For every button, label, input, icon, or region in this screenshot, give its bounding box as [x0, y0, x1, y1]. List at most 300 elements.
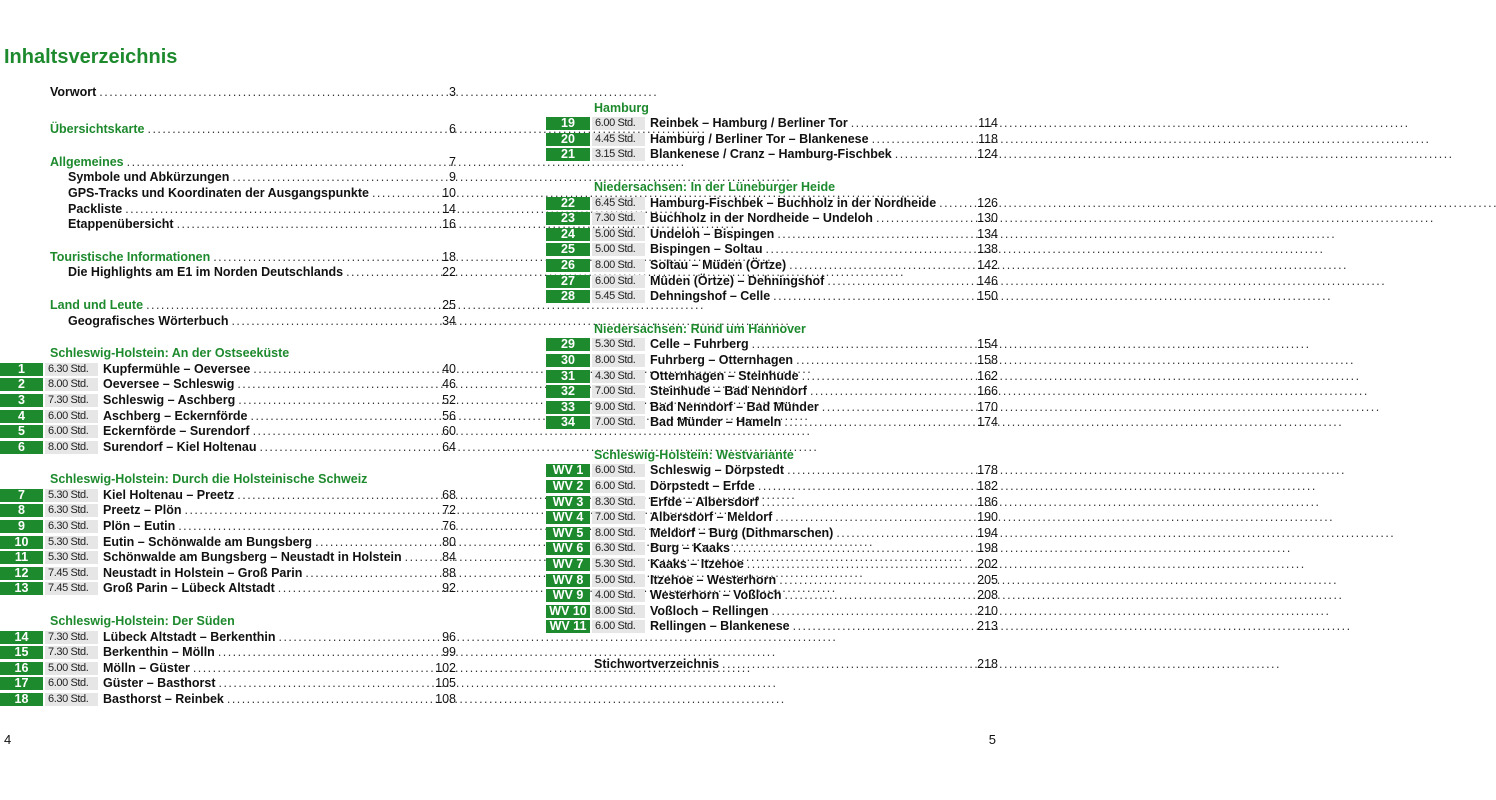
stage-row[interactable] — [0, 392, 456, 408]
dot-leader — [278, 581, 439, 596]
stage-page: 166 — [977, 384, 998, 399]
stage-row[interactable] — [546, 588, 998, 604]
stage-row[interactable] — [546, 478, 998, 494]
stage-route: Rellingen – Blankenese — [650, 619, 790, 634]
stage-number-badge: 2 — [0, 378, 43, 391]
dot-leader — [872, 132, 975, 147]
dot-leader — [146, 298, 439, 313]
stage-route: Eckernförde – Surendorf — [103, 424, 250, 439]
stage-route: Dörpstedt – Erfde — [650, 479, 755, 494]
stage-row[interactable] — [546, 242, 998, 258]
section-heading-label: Niedersachsen: Rund um Hannover — [594, 321, 806, 336]
stage-page: 213 — [977, 619, 998, 634]
stage-duration: 6.00 Std. — [592, 275, 645, 288]
stage-page: 205 — [977, 572, 998, 587]
stage-number-badge: 34 — [546, 416, 590, 429]
stage-duration: 3.15 Std. — [592, 148, 645, 161]
stage-number-badge: 29 — [546, 338, 590, 351]
dot-leader — [851, 116, 975, 131]
section-heading-label: Schleswig-Holstein: An der Ostseeküste — [50, 346, 290, 361]
stage-row[interactable] — [546, 619, 998, 635]
dot-leader — [253, 424, 440, 439]
stage-page: 46 — [442, 377, 456, 392]
toc-entry-label: Übersichtskarte — [50, 122, 145, 137]
stage-page: 182 — [977, 479, 998, 494]
section-heading-label: Schleswig-Holstein: Der Süden — [50, 614, 235, 629]
stage-number-badge: WV 3 — [546, 496, 590, 509]
section-spacer — [0, 137, 456, 154]
stage-route: Soltau – Müden (Örtze) — [650, 257, 787, 272]
stage-duration: 8.00 Std. — [45, 378, 98, 391]
stage-row[interactable] — [0, 691, 456, 707]
stage-row[interactable] — [546, 494, 998, 510]
dot-leader — [802, 369, 975, 384]
stage-page: 208 — [977, 588, 998, 603]
stage-row[interactable] — [546, 337, 998, 353]
dot-leader — [346, 265, 439, 280]
section-heading-label: Schleswig-Holstein: Westvariante — [594, 447, 794, 462]
dot-leader — [279, 630, 440, 645]
stage-number-badge: 24 — [546, 228, 590, 241]
stage-number-badge: 8 — [0, 504, 43, 517]
toc-entry-page: 14 — [442, 201, 456, 216]
stage-duration: 5.30 Std. — [592, 338, 645, 351]
stage-row[interactable] — [546, 525, 998, 541]
stage-route: Aschberg – Eckernförde — [103, 408, 248, 423]
toc-entry-page: 25 — [442, 297, 456, 312]
stage-duration: 4.45 Std. — [592, 133, 645, 146]
stage-row[interactable] — [0, 581, 456, 597]
dot-leader — [405, 550, 439, 565]
stage-number-badge: 7 — [0, 489, 43, 502]
toc-entry-label: GPS-Tracks und Koordinaten der Ausgangspunkte — [68, 185, 369, 200]
stage-number-badge: 16 — [0, 662, 43, 675]
dot-leader — [219, 676, 433, 691]
toc-entry-label: Etappenübersicht — [68, 217, 174, 232]
dot-leader — [238, 393, 439, 408]
stage-duration: 7.00 Std. — [592, 385, 645, 398]
stage-row[interactable] — [546, 463, 998, 479]
stage-row[interactable] — [0, 645, 456, 661]
section-spacer — [0, 329, 456, 346]
section-spacer — [546, 430, 998, 447]
stage-route: Lübeck Altstadt – Berkenthin — [103, 629, 276, 644]
dot-leader — [148, 122, 447, 137]
toc-entry-page: 9 — [449, 170, 456, 185]
stage-page: 92 — [442, 581, 456, 596]
stage-row[interactable] — [0, 503, 456, 519]
dot-leader — [260, 440, 440, 455]
section-heading — [0, 472, 456, 488]
stage-route: Plön – Eutin — [103, 519, 176, 534]
toc-entry-page: 10 — [442, 185, 456, 200]
left-page-number: 4 — [4, 732, 12, 747]
stage-page: 198 — [977, 541, 998, 556]
toc-entry-label: Touristische Informationen — [50, 249, 211, 264]
stage-page: 154 — [977, 337, 998, 352]
stage-route: Bad Münder – Hameln — [650, 415, 782, 430]
toc-entry[interactable] — [0, 297, 456, 313]
section-heading — [546, 100, 998, 116]
stage-page: 68 — [442, 487, 456, 502]
dot-leader — [827, 274, 974, 289]
stage-duration: 6.30 Std. — [45, 504, 98, 517]
stage-page: 126 — [977, 195, 998, 210]
stage-number-badge: 9 — [0, 520, 43, 533]
stage-route: Berkenthin – Mölln — [103, 645, 215, 660]
toc-entry-label: Packliste — [68, 201, 123, 216]
stage-page: 124 — [977, 147, 998, 162]
stage-route: Burg – Kaaks — [650, 541, 730, 556]
stage-duration: 9.00 Std. — [592, 401, 645, 414]
stage-duration: 6.00 Std. — [45, 677, 98, 690]
stage-route: Mölln – Güster — [103, 660, 190, 675]
stage-page: 114 — [978, 116, 998, 131]
stage-number-badge: 28 — [546, 290, 590, 303]
stage-number-badge: 25 — [546, 243, 590, 256]
stage-row[interactable] — [0, 534, 456, 550]
stage-duration: 6.00 Std. — [45, 410, 98, 423]
toc-entry[interactable] — [0, 185, 456, 201]
stage-row[interactable] — [546, 603, 998, 619]
toc-entry[interactable] — [0, 154, 456, 170]
stage-duration: 5.45 Std. — [592, 290, 645, 303]
stage-page: 194 — [977, 525, 998, 540]
stage-number-badge: 13 — [0, 582, 43, 595]
stage-row[interactable] — [546, 131, 998, 147]
stage-page: 150 — [977, 289, 998, 304]
stage-row[interactable] — [546, 368, 998, 384]
stage-row[interactable] — [0, 518, 456, 534]
stage-duration: 6.00 Std. — [592, 464, 645, 477]
stage-duration: 6.30 Std. — [45, 520, 98, 533]
stage-row[interactable] — [0, 629, 456, 645]
stage-page: 178 — [977, 463, 998, 478]
toc-entry[interactable] — [0, 217, 456, 233]
stage-number-badge: 30 — [546, 354, 590, 367]
toc-entry-page: 7 — [449, 154, 456, 169]
stage-number-badge: 32 — [546, 385, 590, 398]
stage-duration: 5.00 Std. — [592, 243, 645, 256]
stage-page: 142 — [977, 257, 998, 272]
stage-route: Güster – Basthorst — [103, 676, 216, 691]
section-heading-label: Schleswig-Holstein: Durch die Holsteinische Schweiz — [50, 472, 368, 487]
stage-number-badge: WV 4 — [546, 511, 590, 524]
stage-number-badge: 19 — [546, 117, 590, 130]
stage-page: 162 — [977, 368, 998, 383]
stage-row[interactable] — [0, 424, 456, 440]
toc-entry-label: Vorwort — [50, 84, 97, 99]
stage-row[interactable] — [546, 399, 998, 415]
stage-route: Kaaks – Itzehoe — [650, 557, 744, 572]
stage-duration: 6.00 Std. — [592, 117, 645, 130]
stage-number-badge: 4 — [0, 410, 43, 423]
stage-row[interactable] — [0, 377, 456, 393]
toc-entry-page: 6 — [449, 122, 456, 137]
stage-duration: 5.30 Std. — [45, 489, 98, 502]
dot-leader — [836, 526, 974, 541]
stage-row[interactable] — [0, 676, 456, 692]
stage-number-badge: 11 — [0, 551, 43, 564]
stage-page: 88 — [442, 565, 456, 580]
dot-leader — [939, 196, 974, 211]
stage-route: Kupfermühle – Oeversee — [103, 361, 251, 376]
stage-duration: 7.00 Std. — [592, 416, 645, 429]
stage-row[interactable] — [546, 195, 998, 211]
dot-leader — [895, 147, 974, 162]
stage-number-badge: WV 2 — [546, 480, 590, 493]
section-spacer — [0, 280, 456, 297]
stage-number-badge: WV 1 — [546, 464, 590, 477]
stage-page: 130 — [977, 211, 998, 226]
stage-number-badge: 1 — [0, 363, 43, 376]
stage-duration: 8.30 Std. — [592, 496, 645, 509]
stage-duration: 7.30 Std. — [45, 646, 98, 659]
stage-duration: 7.45 Std. — [45, 582, 98, 595]
stage-number-badge: WV 8 — [546, 574, 590, 587]
stage-duration: 5.00 Std. — [592, 574, 645, 587]
stage-page: 64 — [442, 439, 456, 454]
stage-duration: 6.30 Std. — [45, 693, 98, 706]
toc-entry[interactable] — [0, 122, 456, 138]
stage-row[interactable] — [546, 556, 998, 572]
section-spacer — [0, 232, 456, 249]
dot-leader — [876, 211, 974, 226]
stage-page: 108 — [435, 692, 456, 706]
stage-row[interactable] — [546, 510, 998, 526]
stage-duration: 8.00 Std. — [45, 441, 98, 454]
toc-entry-page: 16 — [442, 217, 456, 232]
stage-number-badge: WV 11 — [546, 620, 590, 633]
stage-number-badge: 27 — [546, 275, 590, 288]
stage-number-badge: 17 — [0, 677, 43, 690]
right-page-number: 5 — [988, 732, 996, 747]
dot-leader — [793, 619, 975, 634]
stage-page: 56 — [442, 408, 456, 423]
dot-leader — [762, 495, 975, 510]
stage-duration: 7.30 Std. — [45, 394, 98, 407]
dot-leader — [822, 400, 974, 415]
stage-route: Oeversee – Schleswig — [103, 377, 235, 392]
stage-route: Celle – Fuhrberg — [650, 337, 749, 352]
left-column — [0, 84, 456, 707]
dot-leader — [766, 242, 975, 257]
dot-leader — [775, 510, 974, 525]
stage-row[interactable] — [0, 565, 456, 581]
stage-route: Undeloh – Bispingen — [650, 226, 775, 241]
toc-entry[interactable] — [0, 84, 456, 100]
dot-leader — [193, 661, 432, 676]
stage-page: 186 — [977, 494, 998, 509]
stage-page: 210 — [977, 603, 998, 618]
dot-leader — [99, 85, 446, 100]
stage-row[interactable] — [0, 550, 456, 566]
stage-page: 134 — [977, 226, 998, 241]
section-heading — [0, 346, 456, 362]
stage-page: 202 — [977, 557, 998, 572]
section-heading — [0, 613, 456, 629]
stage-number-badge: 6 — [0, 441, 43, 454]
section-spacer — [0, 455, 456, 472]
stage-duration: 6.30 Std. — [45, 363, 98, 376]
dot-leader — [796, 353, 974, 368]
stage-route: Schönwalde am Bungsberg – Neustadt in Holstein — [103, 550, 402, 565]
dot-leader — [787, 463, 974, 478]
section-spacer — [0, 596, 456, 613]
stage-route: Kiel Holtenau – Preetz — [103, 487, 235, 502]
stage-number-badge: 22 — [546, 197, 590, 210]
stage-number-badge: WV 9 — [546, 589, 590, 602]
stage-route: Müden (Örtze) – Dehningshof — [650, 273, 825, 288]
stage-row[interactable] — [546, 541, 998, 557]
stage-page: 138 — [977, 242, 998, 257]
stage-route: Basthorst – Reinbek — [103, 692, 224, 706]
section-spacer — [0, 100, 456, 122]
stage-duration: 5.00 Std. — [592, 228, 645, 241]
stage-duration: 8.00 Std. — [592, 527, 645, 540]
stage-route: Schleswig – Aschberg — [103, 392, 236, 407]
dot-leader — [810, 384, 974, 399]
toc-entry-index[interactable] — [546, 656, 998, 672]
stage-number-badge: 10 — [0, 536, 43, 549]
section-heading-label: Niedersachsen: In der Lüneburger Heide — [594, 179, 836, 194]
dot-leader — [237, 488, 439, 503]
stage-page: 174 — [977, 415, 998, 430]
stage-page: 84 — [442, 550, 456, 565]
toc-entry[interactable] — [0, 201, 456, 217]
stage-row[interactable] — [546, 211, 998, 227]
stage-number-badge: WV 10 — [546, 605, 590, 618]
stage-row[interactable] — [0, 660, 456, 676]
dot-leader — [372, 186, 439, 201]
dot-leader — [251, 409, 440, 424]
stage-duration: 7.30 Std. — [592, 212, 645, 225]
dot-leader — [784, 415, 974, 430]
stage-number-badge: WV 7 — [546, 558, 590, 571]
stage-number-badge: 33 — [546, 401, 590, 414]
stage-number-badge: 5 — [0, 425, 43, 438]
stage-duration: 5.30 Std. — [45, 551, 98, 564]
stage-duration: 8.00 Std. — [592, 354, 645, 367]
stage-number-badge: WV 5 — [546, 527, 590, 540]
stage-route: Preetz – Plön — [103, 503, 182, 518]
stage-page: 118 — [978, 131, 998, 146]
stage-row[interactable] — [546, 415, 998, 431]
stage-row[interactable] — [546, 352, 998, 368]
stage-duration: 8.00 Std. — [592, 605, 645, 618]
stage-route: Voßloch – Rellingen — [650, 603, 769, 618]
stage-row[interactable] — [0, 439, 456, 455]
stage-route: Surendorf – Kiel Holtenau — [103, 439, 257, 454]
stage-page: 99 — [442, 645, 456, 660]
stage-row[interactable] — [0, 487, 456, 503]
dot-leader — [305, 566, 439, 581]
stage-number-badge: WV 6 — [546, 542, 590, 555]
dot-leader — [232, 170, 446, 185]
stage-row[interactable] — [546, 257, 998, 273]
stage-number-badge: 21 — [546, 148, 590, 161]
toc-entry[interactable] — [0, 313, 456, 329]
stage-page: 170 — [977, 399, 998, 414]
dot-leader — [253, 362, 439, 377]
dot-leader — [733, 541, 974, 556]
toc-entry[interactable] — [0, 249, 456, 265]
toc-entry[interactable] — [0, 265, 456, 281]
stage-route: Meldorf – Burg (Dithmarschen) — [650, 525, 834, 540]
section-heading-label: Hamburg — [594, 100, 649, 115]
toc-entry-page: 18 — [442, 249, 456, 264]
dot-leader — [185, 503, 440, 518]
stage-page: 40 — [442, 361, 456, 376]
stage-row[interactable] — [546, 226, 998, 242]
section-spacer — [546, 634, 998, 656]
dot-leader — [789, 258, 974, 273]
dot-leader — [785, 588, 975, 603]
dot-leader — [213, 250, 439, 265]
stage-row[interactable] — [0, 361, 456, 377]
toc-entry-label: Stichwortverzeichnis — [594, 657, 720, 671]
toc-entry-label: Die Highlights am E1 im Norden Deutschlands — [68, 265, 344, 280]
dot-leader — [777, 227, 974, 242]
stage-route: Groß Parin – Lübeck Altstadt — [103, 581, 275, 596]
stage-duration: 8.00 Std. — [592, 259, 645, 272]
stage-page: 158 — [977, 352, 998, 367]
stage-row[interactable] — [546, 116, 998, 132]
stage-row[interactable] — [546, 289, 998, 305]
section-spacer — [546, 304, 998, 321]
stage-route: Erfde – Albersdorf — [650, 494, 759, 509]
stage-duration: 6.30 Std. — [592, 542, 645, 555]
stage-page: 52 — [442, 392, 456, 407]
dot-leader — [237, 377, 439, 392]
stage-row[interactable] — [546, 384, 998, 400]
section-heading — [546, 179, 998, 195]
toc-entry-page: 34 — [442, 313, 456, 328]
stage-route: Albersdorf – Meldorf — [650, 510, 773, 525]
dot-leader — [722, 657, 974, 672]
toc-entry-label: Allgemeines — [50, 154, 124, 169]
stage-number-badge: 26 — [546, 259, 590, 272]
stage-number-badge: 23 — [546, 212, 590, 225]
stage-number-badge: 12 — [0, 567, 43, 580]
stage-page: 102 — [435, 660, 456, 675]
dot-leader — [747, 557, 974, 572]
toc-entry-label: Land und Leute — [50, 297, 144, 312]
stage-duration: 4.00 Std. — [592, 589, 645, 602]
stage-page: 80 — [442, 534, 456, 549]
stage-row[interactable] — [546, 147, 998, 163]
stage-row[interactable] — [546, 273, 998, 289]
stage-duration: 6.00 Std. — [592, 620, 645, 633]
stage-number-badge: 15 — [0, 646, 43, 659]
stage-row[interactable] — [0, 408, 456, 424]
toc-entry-page: 3 — [449, 84, 456, 99]
dot-leader — [177, 217, 440, 232]
dot-leader — [125, 202, 439, 217]
toc-entry[interactable] — [0, 170, 456, 186]
dot-leader — [315, 535, 439, 550]
stage-route: Blankenese / Cranz – Hamburg-Fischbek — [650, 147, 892, 162]
stage-route: Bad Nenndorf – Bad Münder — [650, 399, 819, 414]
stage-page: 76 — [442, 519, 456, 534]
section-heading — [546, 321, 998, 337]
stage-page: 105 — [435, 676, 456, 691]
dot-leader — [779, 573, 974, 588]
stage-route: Bispingen – Soltau — [650, 242, 763, 257]
toc-entry-label: Geografisches Wörterbuch — [68, 313, 229, 328]
stage-row[interactable] — [546, 572, 998, 588]
stage-page: 146 — [977, 273, 998, 288]
